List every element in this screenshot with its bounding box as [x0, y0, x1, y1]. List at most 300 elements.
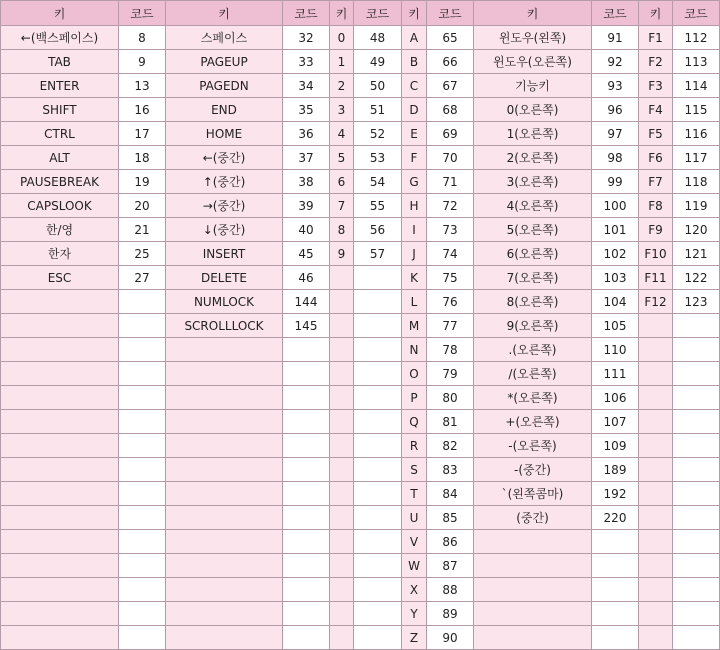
key-cell-6: F8 [639, 194, 673, 218]
key-cell-2 [166, 338, 283, 362]
keycode-table-body [1, 1, 720, 650]
code-cell-3 [354, 530, 402, 554]
key-cell-6 [639, 530, 673, 554]
key-cell-4: P [402, 386, 427, 410]
code-cell-5: 92 [592, 50, 639, 74]
key-cell-2: NUMLOCK [166, 290, 283, 314]
key-cell-4: X [402, 578, 427, 602]
key-cell-3 [330, 578, 354, 602]
key-cell-6: F5 [639, 122, 673, 146]
code-cell-5 [592, 602, 639, 626]
table-row [1, 386, 720, 410]
code-cell-3: 53 [354, 146, 402, 170]
code-cell-1 [119, 434, 166, 458]
key-cell-4: V [402, 530, 427, 554]
key-cell-5: 6(오른쪽) [474, 242, 592, 266]
key-cell-2 [166, 506, 283, 530]
header-key-6: 키 [639, 1, 673, 26]
key-cell-6: F4 [639, 98, 673, 122]
key-cell-4: D [402, 98, 427, 122]
key-cell-2: INSERT [166, 242, 283, 266]
code-cell-2 [283, 626, 330, 650]
key-cell-5: 윈도우(왼쪽) [474, 26, 592, 50]
code-cell-6 [673, 626, 720, 650]
code-cell-3 [354, 410, 402, 434]
key-cell-2: ←(중간) [166, 146, 283, 170]
table-row [1, 194, 720, 218]
key-cell-2 [166, 530, 283, 554]
key-cell-4: B [402, 50, 427, 74]
code-cell-5: 104 [592, 290, 639, 314]
key-cell-3 [330, 314, 354, 338]
header-code-2: 코드 [283, 1, 330, 26]
key-cell-6 [639, 506, 673, 530]
code-cell-5 [592, 626, 639, 650]
key-cell-4: Q [402, 410, 427, 434]
table-row [1, 50, 720, 74]
code-cell-2 [283, 434, 330, 458]
code-cell-2: 145 [283, 314, 330, 338]
code-cell-5 [592, 554, 639, 578]
key-cell-6 [639, 386, 673, 410]
code-cell-2 [283, 530, 330, 554]
table-row [1, 458, 720, 482]
key-cell-5 [474, 602, 592, 626]
code-cell-3: 48 [354, 26, 402, 50]
code-cell-1 [119, 482, 166, 506]
key-cell-2 [166, 434, 283, 458]
code-cell-3: 54 [354, 170, 402, 194]
key-cell-3: 5 [330, 146, 354, 170]
key-cell-6 [639, 338, 673, 362]
code-cell-5: 220 [592, 506, 639, 530]
code-cell-2 [283, 362, 330, 386]
code-cell-3 [354, 362, 402, 386]
key-cell-5: 9(오른쪽) [474, 314, 592, 338]
key-cell-1 [1, 530, 119, 554]
code-cell-6: 116 [673, 122, 720, 146]
code-cell-4: 71 [427, 170, 474, 194]
key-cell-2: SCROLLLOCK [166, 314, 283, 338]
key-cell-2: PAGEDN [166, 74, 283, 98]
code-cell-2: 37 [283, 146, 330, 170]
table-row [1, 506, 720, 530]
key-cell-2 [166, 362, 283, 386]
key-cell-4: O [402, 362, 427, 386]
code-cell-4: 88 [427, 578, 474, 602]
code-cell-3 [354, 602, 402, 626]
header-code-5: 코드 [592, 1, 639, 26]
code-cell-1: 9 [119, 50, 166, 74]
key-cell-3 [330, 602, 354, 626]
code-cell-1 [119, 410, 166, 434]
key-cell-4: M [402, 314, 427, 338]
code-cell-4: 67 [427, 74, 474, 98]
code-cell-2: 32 [283, 26, 330, 50]
key-cell-1: CAPSLOOK [1, 194, 119, 218]
code-cell-5: 98 [592, 146, 639, 170]
key-cell-5: 0(오른쪽) [474, 98, 592, 122]
code-cell-2: 33 [283, 50, 330, 74]
table-row [1, 482, 720, 506]
table-row [1, 242, 720, 266]
code-cell-4: 75 [427, 266, 474, 290]
key-cell-1 [1, 602, 119, 626]
code-cell-5: 105 [592, 314, 639, 338]
code-cell-2 [283, 338, 330, 362]
code-cell-5: 106 [592, 386, 639, 410]
key-cell-4: F [402, 146, 427, 170]
code-cell-5: 107 [592, 410, 639, 434]
header-key-3: 키 [330, 1, 354, 26]
key-cell-4: Y [402, 602, 427, 626]
key-cell-5 [474, 578, 592, 602]
code-cell-2: 36 [283, 122, 330, 146]
code-cell-6 [673, 530, 720, 554]
table-row [1, 74, 720, 98]
key-cell-1: TAB [1, 50, 119, 74]
key-cell-6 [639, 434, 673, 458]
key-cell-3: 2 [330, 74, 354, 98]
key-cell-5: /(오른쪽) [474, 362, 592, 386]
code-cell-4: 78 [427, 338, 474, 362]
key-cell-1: 한/영 [1, 218, 119, 242]
code-cell-2 [283, 482, 330, 506]
key-cell-2: 스페이스 [166, 26, 283, 50]
key-cell-6: F11 [639, 266, 673, 290]
key-cell-2: ↓(중간) [166, 218, 283, 242]
code-cell-6 [673, 506, 720, 530]
code-cell-6: 122 [673, 266, 720, 290]
key-cell-3: 7 [330, 194, 354, 218]
code-cell-2: 35 [283, 98, 330, 122]
code-cell-3: 50 [354, 74, 402, 98]
code-cell-5: 97 [592, 122, 639, 146]
key-cell-6: F3 [639, 74, 673, 98]
code-cell-6 [673, 434, 720, 458]
table-row [1, 338, 720, 362]
code-cell-4: 65 [427, 26, 474, 50]
key-cell-5: .(오른쪽) [474, 338, 592, 362]
key-cell-6: F1 [639, 26, 673, 50]
key-cell-2: ↑(중간) [166, 170, 283, 194]
key-cell-4: J [402, 242, 427, 266]
code-cell-4: 90 [427, 626, 474, 650]
code-cell-2 [283, 410, 330, 434]
code-cell-3 [354, 266, 402, 290]
code-cell-2 [283, 506, 330, 530]
code-cell-5: 101 [592, 218, 639, 242]
key-cell-3: 4 [330, 122, 354, 146]
code-cell-3 [354, 338, 402, 362]
table-row [1, 410, 720, 434]
code-cell-5: 93 [592, 74, 639, 98]
key-cell-2: DELETE [166, 266, 283, 290]
code-cell-2 [283, 602, 330, 626]
code-cell-1 [119, 506, 166, 530]
code-cell-5: 96 [592, 98, 639, 122]
code-cell-2 [283, 554, 330, 578]
code-cell-3 [354, 458, 402, 482]
code-cell-6 [673, 338, 720, 362]
key-cell-3: 3 [330, 98, 354, 122]
key-cell-4: T [402, 482, 427, 506]
table-row [1, 314, 720, 338]
code-cell-6: 114 [673, 74, 720, 98]
code-cell-1: 13 [119, 74, 166, 98]
code-cell-4: 83 [427, 458, 474, 482]
key-cell-1: ENTER [1, 74, 119, 98]
key-cell-5: 7(오른쪽) [474, 266, 592, 290]
key-cell-4: A [402, 26, 427, 50]
code-cell-6: 120 [673, 218, 720, 242]
code-cell-1 [119, 530, 166, 554]
code-cell-3 [354, 626, 402, 650]
code-cell-4: 74 [427, 242, 474, 266]
code-cell-4: 66 [427, 50, 474, 74]
key-cell-3 [330, 482, 354, 506]
code-cell-2: 46 [283, 266, 330, 290]
key-cell-6 [639, 578, 673, 602]
key-cell-6: F2 [639, 50, 673, 74]
key-cell-2 [166, 602, 283, 626]
code-cell-3 [354, 386, 402, 410]
key-cell-6: F6 [639, 146, 673, 170]
table-row [1, 26, 720, 50]
key-cell-2: PAGEUP [166, 50, 283, 74]
code-cell-3 [354, 578, 402, 602]
code-cell-2: 144 [283, 290, 330, 314]
table-row [1, 578, 720, 602]
code-cell-3 [354, 482, 402, 506]
code-cell-2 [283, 386, 330, 410]
key-cell-6 [639, 626, 673, 650]
key-cell-3 [330, 626, 354, 650]
code-cell-1 [119, 458, 166, 482]
code-cell-5: 192 [592, 482, 639, 506]
table-row [1, 170, 720, 194]
key-cell-1: ESC [1, 266, 119, 290]
code-cell-1: 17 [119, 122, 166, 146]
key-cell-1: SHIFT [1, 98, 119, 122]
header-key-5: 키 [474, 1, 592, 26]
key-cell-4: C [402, 74, 427, 98]
code-cell-2: 38 [283, 170, 330, 194]
table-row [1, 362, 720, 386]
table-row [1, 146, 720, 170]
code-cell-5: 189 [592, 458, 639, 482]
code-cell-6: 123 [673, 290, 720, 314]
code-cell-1 [119, 362, 166, 386]
key-cell-6 [639, 602, 673, 626]
key-cell-6 [639, 362, 673, 386]
key-cell-3 [330, 458, 354, 482]
key-cell-4: E [402, 122, 427, 146]
key-cell-4: R [402, 434, 427, 458]
code-cell-5: 91 [592, 26, 639, 50]
key-cell-4: L [402, 290, 427, 314]
key-cell-5: (중간) [474, 506, 592, 530]
key-cell-5: `(왼쪽콤마) [474, 482, 592, 506]
header-code-3: 코드 [354, 1, 402, 26]
code-cell-1: 27 [119, 266, 166, 290]
key-cell-4: G [402, 170, 427, 194]
key-cell-5: 2(오른쪽) [474, 146, 592, 170]
code-cell-3: 51 [354, 98, 402, 122]
key-cell-3: 0 [330, 26, 354, 50]
code-cell-5 [592, 530, 639, 554]
key-cell-2 [166, 386, 283, 410]
code-cell-1 [119, 338, 166, 362]
code-cell-4: 85 [427, 506, 474, 530]
header-key-1: 키 [1, 1, 119, 26]
table-row [1, 626, 720, 650]
code-cell-6 [673, 410, 720, 434]
header-row [1, 1, 720, 26]
code-cell-2: 45 [283, 242, 330, 266]
key-cell-3: 8 [330, 218, 354, 242]
key-cell-4: Z [402, 626, 427, 650]
key-cell-1 [1, 554, 119, 578]
key-cell-3 [330, 506, 354, 530]
code-cell-4: 69 [427, 122, 474, 146]
code-cell-5: 109 [592, 434, 639, 458]
code-cell-5: 110 [592, 338, 639, 362]
table-row [1, 122, 720, 146]
code-cell-6 [673, 554, 720, 578]
key-cell-3 [330, 386, 354, 410]
code-cell-1 [119, 314, 166, 338]
code-cell-1 [119, 578, 166, 602]
key-cell-2 [166, 554, 283, 578]
key-cell-1 [1, 290, 119, 314]
key-cell-5: 8(오른쪽) [474, 290, 592, 314]
table-row [1, 554, 720, 578]
header-code-4: 코드 [427, 1, 474, 26]
key-cell-2: HOME [166, 122, 283, 146]
code-cell-6: 112 [673, 26, 720, 50]
code-cell-1: 20 [119, 194, 166, 218]
key-cell-4: W [402, 554, 427, 578]
key-cell-4: U [402, 506, 427, 530]
key-cell-1: 한자 [1, 242, 119, 266]
key-cell-5 [474, 554, 592, 578]
code-cell-6 [673, 386, 720, 410]
key-cell-1 [1, 458, 119, 482]
code-cell-6 [673, 314, 720, 338]
key-cell-3 [330, 554, 354, 578]
table-row [1, 290, 720, 314]
key-cell-1 [1, 338, 119, 362]
code-cell-6: 118 [673, 170, 720, 194]
code-cell-4: 79 [427, 362, 474, 386]
code-cell-1 [119, 290, 166, 314]
code-cell-6: 117 [673, 146, 720, 170]
key-cell-1 [1, 386, 119, 410]
key-cell-1: CTRL [1, 122, 119, 146]
key-cell-1: ALT [1, 146, 119, 170]
key-cell-6: F12 [639, 290, 673, 314]
key-cell-2 [166, 578, 283, 602]
key-cell-1 [1, 506, 119, 530]
code-cell-2 [283, 458, 330, 482]
code-cell-1: 19 [119, 170, 166, 194]
key-cell-3 [330, 338, 354, 362]
code-cell-1: 8 [119, 26, 166, 50]
code-cell-4: 84 [427, 482, 474, 506]
key-cell-3 [330, 266, 354, 290]
key-cell-1 [1, 314, 119, 338]
code-cell-3: 52 [354, 122, 402, 146]
code-cell-4: 87 [427, 554, 474, 578]
code-cell-2: 34 [283, 74, 330, 98]
key-cell-1 [1, 410, 119, 434]
key-cell-5: 윈도우(오른쪽) [474, 50, 592, 74]
code-cell-2: 39 [283, 194, 330, 218]
key-cell-2 [166, 458, 283, 482]
key-cell-1 [1, 362, 119, 386]
code-cell-6 [673, 602, 720, 626]
table-row [1, 434, 720, 458]
code-cell-6 [673, 458, 720, 482]
header-code-6: 코드 [673, 1, 720, 26]
key-cell-5 [474, 626, 592, 650]
key-cell-5: 1(오른쪽) [474, 122, 592, 146]
code-cell-1: 18 [119, 146, 166, 170]
key-cell-4: K [402, 266, 427, 290]
header-code-1: 코드 [119, 1, 166, 26]
key-cell-6: F10 [639, 242, 673, 266]
key-cell-5: -(중간) [474, 458, 592, 482]
key-cell-1 [1, 434, 119, 458]
key-cell-1: PAUSEBREAK [1, 170, 119, 194]
code-cell-3 [354, 434, 402, 458]
key-cell-5: *(오른쪽) [474, 386, 592, 410]
key-cell-4: S [402, 458, 427, 482]
code-cell-1 [119, 554, 166, 578]
key-cell-6 [639, 410, 673, 434]
key-cell-3: 6 [330, 170, 354, 194]
code-cell-6 [673, 482, 720, 506]
code-cell-1: 21 [119, 218, 166, 242]
code-cell-3: 56 [354, 218, 402, 242]
code-cell-5 [592, 578, 639, 602]
code-cell-4: 82 [427, 434, 474, 458]
code-cell-3: 55 [354, 194, 402, 218]
key-cell-2 [166, 410, 283, 434]
code-cell-4: 76 [427, 290, 474, 314]
code-cell-5: 103 [592, 266, 639, 290]
code-cell-2 [283, 578, 330, 602]
key-cell-6 [639, 314, 673, 338]
key-cell-5 [474, 530, 592, 554]
table-row [1, 602, 720, 626]
key-cell-1 [1, 482, 119, 506]
code-cell-4: 68 [427, 98, 474, 122]
key-cell-3 [330, 434, 354, 458]
key-cell-3 [330, 290, 354, 314]
code-cell-5: 100 [592, 194, 639, 218]
key-cell-3: 1 [330, 50, 354, 74]
code-cell-1: 25 [119, 242, 166, 266]
code-cell-6: 113 [673, 50, 720, 74]
key-cell-2: END [166, 98, 283, 122]
key-cell-6 [639, 554, 673, 578]
code-cell-5: 99 [592, 170, 639, 194]
code-cell-6: 121 [673, 242, 720, 266]
key-cell-5: +(오른쪽) [474, 410, 592, 434]
key-cell-1 [1, 626, 119, 650]
